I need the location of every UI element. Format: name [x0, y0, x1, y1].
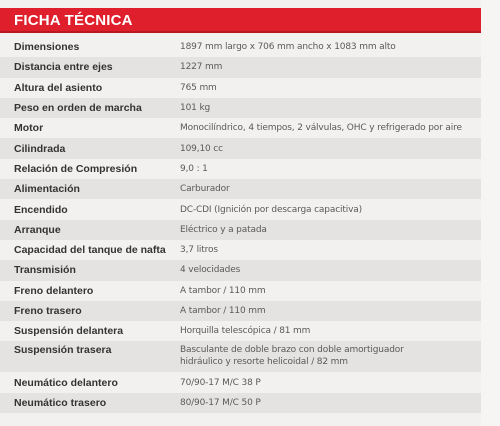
spec-label: Neumático delantero [14, 376, 118, 389]
spec-value-line: hidráulico y resorte helicoidal / 82 mm [180, 357, 348, 368]
spec-row-relacion-compresion [0, 159, 481, 179]
page-margin [481, 0, 500, 426]
spec-row-cilindrada [0, 138, 481, 158]
spec-value: A tambor / 110 mm [180, 285, 266, 296]
spec-value: Eléctrico y a patada [180, 224, 267, 235]
spec-row-dimensiones [0, 37, 481, 57]
spec-value: 3,7 litros [180, 245, 218, 256]
spec-label: Dimensiones [14, 41, 80, 54]
spec-row-motor [0, 118, 481, 138]
spec-label: Freno trasero [14, 305, 82, 317]
spec-row-freno-delantero [0, 281, 481, 301]
spec-value: 1897 mm largo x 706 mm ancho x 1083 mm alto [180, 42, 396, 53]
spec-label: Suspensión delantera [14, 325, 124, 338]
spec-row-altura-asiento [0, 78, 481, 98]
spec-label: Cilindrada [14, 142, 66, 155]
spec-value: 1227 mm [180, 62, 223, 73]
spec-row-freno-trasero [0, 301, 481, 321]
spec-label: Altura del asiento [14, 81, 103, 94]
spec-row-alimentacion [0, 179, 481, 199]
spec-label: Arranque [14, 223, 61, 236]
spec-row-transmision [0, 260, 481, 280]
spec-value: 765 mm [180, 82, 217, 93]
spec-row-encendido [0, 199, 481, 219]
spec-label: Transmisión [14, 264, 76, 277]
spec-row-peso [0, 98, 481, 118]
spec-label: Encendido [14, 203, 68, 216]
spec-value: A tambor / 110 mm [180, 306, 266, 316]
spec-label: Alimentación [14, 183, 80, 196]
spec-value: DC-CDI (Ignición por descarga capacitiva) [180, 204, 362, 215]
spec-value: Monocilíndrico, 4 tiempos, 2 válvulas, OHC y refrigerado por aire [180, 123, 462, 134]
spec-row-suspension-delantera [0, 321, 481, 341]
spec-label: Neumático trasero [14, 396, 107, 409]
spec-row-distancia-entre-ejes [0, 57, 481, 77]
spec-value-line: Basculante de doble brazo con doble amortiguador [180, 345, 404, 356]
spec-label: Motor [14, 122, 44, 135]
spec-row-suspension-trasera [0, 341, 481, 372]
spec-label: Distancia entre ejes [14, 61, 113, 74]
spec-label: Capacidad del tanque de nafta [14, 244, 166, 257]
spec-header [0, 8, 481, 33]
spec-value: Carburador [180, 184, 230, 195]
spec-row-arranque [0, 220, 481, 240]
spec-value [180, 341, 481, 368]
spec-row-neumatico-trasero [0, 393, 481, 413]
spec-value: 70/90-17 M/C 38 P [180, 377, 261, 388]
spec-value: 80/90-17 M/C 50 P [180, 397, 261, 408]
spec-label: Freno delantero [14, 284, 94, 297]
spec-value: 4 velocidades [180, 265, 241, 276]
spec-value: 101 kg [180, 103, 211, 114]
spec-title: FICHA TÉCNICA [14, 12, 133, 29]
spec-label: Peso en orden de marcha [14, 102, 142, 115]
spec-row-neumatico-delantero [0, 372, 481, 392]
spec-value: Horquilla telescópica / 81 mm [180, 326, 311, 337]
spec-value: 9,0 : 1 [180, 163, 208, 174]
spec-table [0, 37, 481, 413]
spec-row-capacidad-tanque [0, 240, 481, 260]
spec-value: 109,10 cc [180, 143, 223, 154]
spec-label: Suspensión trasera [14, 344, 112, 357]
spec-label: Relación de Compresión [14, 162, 138, 175]
